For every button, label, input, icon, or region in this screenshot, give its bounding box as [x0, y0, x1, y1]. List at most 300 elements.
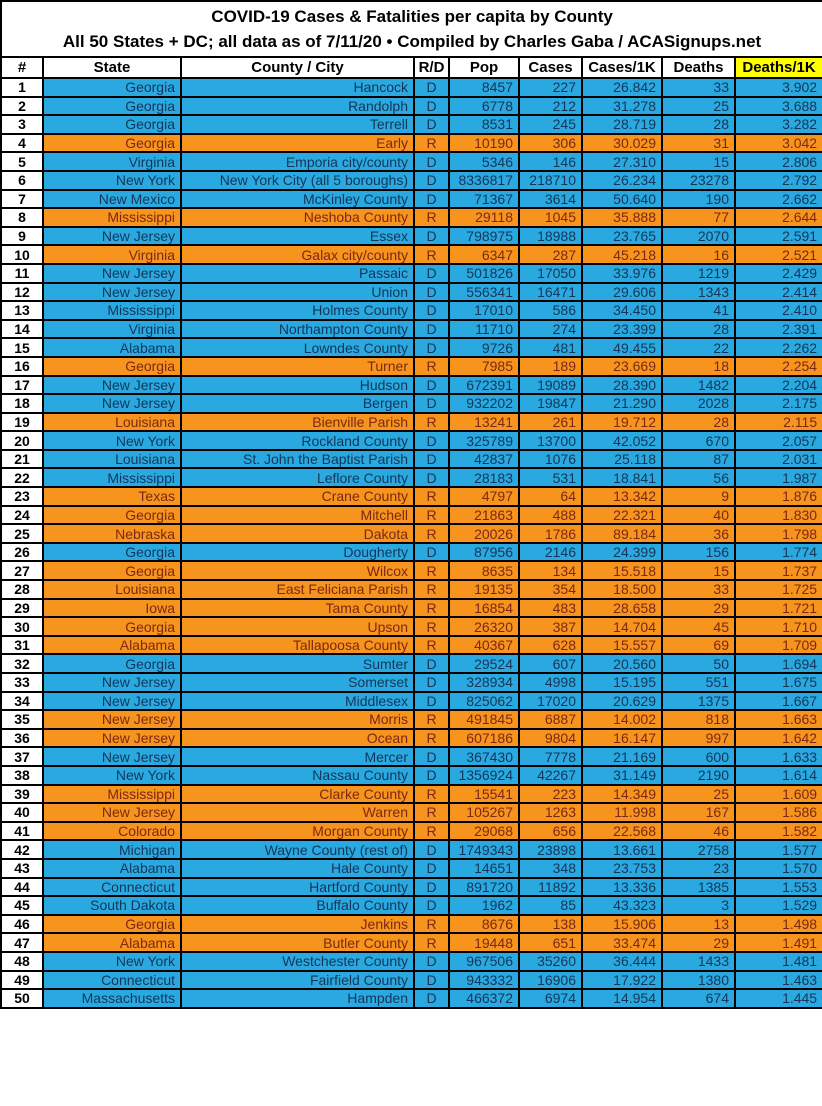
pop-cell: 4797: [449, 487, 519, 506]
party-cell: D: [414, 264, 449, 283]
pop-cell: 9726: [449, 338, 519, 357]
county-cell: Hampden: [181, 989, 414, 1008]
deaths-per-1k-cell: 2.254: [735, 357, 822, 376]
cases-cell: 23898: [519, 840, 582, 859]
cases-per-1k-cell: 36.444: [582, 952, 662, 971]
deaths-per-1k-cell: 1.830: [735, 506, 822, 525]
rank-cell: 36: [1, 729, 43, 748]
cases-cell: 189: [519, 357, 582, 376]
party-cell: D: [414, 468, 449, 487]
rank-cell: 28: [1, 580, 43, 599]
rank-cell: 2: [1, 97, 43, 116]
column-header-state: State: [43, 57, 181, 78]
table-row: [1, 599, 822, 618]
table-row: [1, 710, 822, 729]
state-cell: South Dakota: [43, 896, 181, 915]
deaths-cell: 551: [662, 673, 735, 692]
deaths-per-1k-cell: 2.391: [735, 320, 822, 339]
cases-cell: 6887: [519, 710, 582, 729]
cases-cell: 245: [519, 115, 582, 134]
pop-cell: 6778: [449, 97, 519, 116]
cases-cell: 483: [519, 599, 582, 618]
rank-cell: 40: [1, 803, 43, 822]
state-cell: New Jersey: [43, 747, 181, 766]
deaths-cell: 50: [662, 654, 735, 673]
pop-cell: 1749343: [449, 840, 519, 859]
county-cell: Upson: [181, 617, 414, 636]
state-cell: Texas: [43, 487, 181, 506]
state-cell: Georgia: [43, 654, 181, 673]
cases-cell: 18988: [519, 227, 582, 246]
table-row: [1, 283, 822, 302]
county-cell: Tama County: [181, 599, 414, 618]
deaths-cell: 1375: [662, 692, 735, 711]
cases-cell: 19847: [519, 394, 582, 413]
deaths-per-1k-cell: 2.429: [735, 264, 822, 283]
rank-cell: 24: [1, 506, 43, 525]
county-cell: Dakota: [181, 524, 414, 543]
rank-cell: 17: [1, 376, 43, 395]
cases-per-1k-cell: 22.321: [582, 506, 662, 525]
cases-cell: 16471: [519, 283, 582, 302]
deaths-per-1k-cell: 1.586: [735, 803, 822, 822]
deaths-cell: 9: [662, 487, 735, 506]
cases-cell: 656: [519, 822, 582, 841]
table-row: [1, 264, 822, 283]
county-cell: St. John the Baptist Parish: [181, 450, 414, 469]
pop-cell: 29068: [449, 822, 519, 841]
county-cell: Holmes County: [181, 301, 414, 320]
deaths-per-1k-cell: 2.662: [735, 190, 822, 209]
pop-cell: 967506: [449, 952, 519, 971]
county-cell: Warren: [181, 803, 414, 822]
county-cell: Essex: [181, 227, 414, 246]
party-cell: R: [414, 803, 449, 822]
deaths-per-1k-cell: 2.521: [735, 245, 822, 264]
deaths-per-1k-cell: 2.644: [735, 208, 822, 227]
deaths-cell: 69: [662, 636, 735, 655]
cases-per-1k-cell: 29.606: [582, 283, 662, 302]
pop-cell: 42837: [449, 450, 519, 469]
cases-cell: 531: [519, 468, 582, 487]
title-line-2: All 50 States + DC; all data as of 7/11/20 • Compiled by Charles Gaba / ACASignups.net: [62, 32, 762, 51]
rank-cell: 8: [1, 208, 43, 227]
county-cell: Clarke County: [181, 785, 414, 804]
county-cell: Morgan County: [181, 822, 414, 841]
cases-cell: 481: [519, 338, 582, 357]
cases-per-1k-cell: 21.169: [582, 747, 662, 766]
state-cell: Georgia: [43, 506, 181, 525]
party-cell: R: [414, 599, 449, 618]
cases-cell: 651: [519, 933, 582, 952]
rank-cell: 5: [1, 152, 43, 171]
pop-cell: 328934: [449, 673, 519, 692]
county-cell: Hancock: [181, 78, 414, 97]
pop-cell: 87956: [449, 543, 519, 562]
cases-per-1k-cell: 22.568: [582, 822, 662, 841]
party-cell: D: [414, 896, 449, 915]
county-cell: Buffalo County: [181, 896, 414, 915]
deaths-per-1k-cell: 1.570: [735, 859, 822, 878]
table-body: [1, 78, 822, 1008]
state-cell: Massachusetts: [43, 989, 181, 1008]
party-cell: R: [414, 506, 449, 525]
table-row: [1, 115, 822, 134]
pop-cell: 943332: [449, 971, 519, 990]
table-row: [1, 840, 822, 859]
party-cell: D: [414, 301, 449, 320]
state-cell: New York: [43, 171, 181, 190]
state-cell: Iowa: [43, 599, 181, 618]
deaths-cell: 13: [662, 915, 735, 934]
deaths-cell: 600: [662, 747, 735, 766]
party-cell: D: [414, 859, 449, 878]
county-cell: Galax city/county: [181, 245, 414, 264]
deaths-cell: 1219: [662, 264, 735, 283]
title-row: [1, 1, 822, 57]
cases-per-1k-cell: 23.669: [582, 357, 662, 376]
column-header-county-city: County / City: [181, 57, 414, 78]
column-header-row: [1, 57, 822, 78]
cases-cell: 134: [519, 561, 582, 580]
state-cell: New Jersey: [43, 803, 181, 822]
deaths-cell: 2190: [662, 766, 735, 785]
table-row: [1, 747, 822, 766]
column-header-pop: Pop: [449, 57, 519, 78]
deaths-per-1k-cell: 1.774: [735, 543, 822, 562]
cases-cell: 387: [519, 617, 582, 636]
cases-cell: 287: [519, 245, 582, 264]
rank-cell: 38: [1, 766, 43, 785]
state-cell: Georgia: [43, 97, 181, 116]
cases-per-1k-cell: 18.500: [582, 580, 662, 599]
rank-cell: 49: [1, 971, 43, 990]
deaths-per-1k-cell: 2.410: [735, 301, 822, 320]
pop-cell: 28183: [449, 468, 519, 487]
deaths-cell: 41: [662, 301, 735, 320]
cases-per-1k-cell: 14.704: [582, 617, 662, 636]
county-cell: New York City (all 5 boroughs): [181, 171, 414, 190]
state-cell: New Jersey: [43, 227, 181, 246]
deaths-per-1k-cell: 2.115: [735, 413, 822, 432]
state-cell: Virginia: [43, 152, 181, 171]
deaths-cell: 28: [662, 320, 735, 339]
pop-cell: 491845: [449, 710, 519, 729]
table-row: [1, 878, 822, 897]
table-row: [1, 654, 822, 673]
table-row: [1, 617, 822, 636]
pop-cell: 367430: [449, 747, 519, 766]
cases-per-1k-cell: 20.560: [582, 654, 662, 673]
deaths-cell: 23278: [662, 171, 735, 190]
deaths-per-1k-cell: 1.577: [735, 840, 822, 859]
county-cell: Jenkins: [181, 915, 414, 934]
deaths-per-1k-cell: 1.987: [735, 468, 822, 487]
pop-cell: 8531: [449, 115, 519, 134]
county-cell: Somerset: [181, 673, 414, 692]
party-cell: R: [414, 524, 449, 543]
pop-cell: 7985: [449, 357, 519, 376]
cases-per-1k-cell: 23.765: [582, 227, 662, 246]
cases-cell: 348: [519, 859, 582, 878]
state-cell: Georgia: [43, 357, 181, 376]
cases-per-1k-cell: 21.290: [582, 394, 662, 413]
table-row: [1, 952, 822, 971]
cases-cell: 146: [519, 152, 582, 171]
cases-per-1k-cell: 23.753: [582, 859, 662, 878]
deaths-cell: 15: [662, 152, 735, 171]
rank-cell: 15: [1, 338, 43, 357]
rank-cell: 43: [1, 859, 43, 878]
deaths-cell: 45: [662, 617, 735, 636]
cases-per-1k-cell: 28.390: [582, 376, 662, 395]
rank-cell: 20: [1, 431, 43, 450]
rank-cell: 14: [1, 320, 43, 339]
party-cell: R: [414, 357, 449, 376]
cases-cell: 1076: [519, 450, 582, 469]
rank-cell: 13: [1, 301, 43, 320]
deaths-cell: 1433: [662, 952, 735, 971]
rank-cell: 9: [1, 227, 43, 246]
state-cell: Mississippi: [43, 208, 181, 227]
party-cell: D: [414, 97, 449, 116]
table-row: [1, 338, 822, 357]
cases-per-1k-cell: 33.474: [582, 933, 662, 952]
cases-cell: 6974: [519, 989, 582, 1008]
cases-cell: 13700: [519, 431, 582, 450]
deaths-per-1k-cell: 2.204: [735, 376, 822, 395]
state-cell: Georgia: [43, 543, 181, 562]
party-cell: R: [414, 636, 449, 655]
pop-cell: 8336817: [449, 171, 519, 190]
deaths-per-1k-cell: 3.282: [735, 115, 822, 134]
deaths-cell: 818: [662, 710, 735, 729]
county-cell: Union: [181, 283, 414, 302]
cases-cell: 35260: [519, 952, 582, 971]
pop-cell: 1356924: [449, 766, 519, 785]
county-cell: Lowndes County: [181, 338, 414, 357]
pop-cell: 105267: [449, 803, 519, 822]
rank-cell: 30: [1, 617, 43, 636]
cases-per-1k-cell: 13.661: [582, 840, 662, 859]
pop-cell: 825062: [449, 692, 519, 711]
deaths-cell: 25: [662, 97, 735, 116]
cases-cell: 1786: [519, 524, 582, 543]
county-cell: Leflore County: [181, 468, 414, 487]
cases-cell: 1045: [519, 208, 582, 227]
party-cell: D: [414, 450, 449, 469]
county-cell: Northampton County: [181, 320, 414, 339]
state-cell: New Jersey: [43, 376, 181, 395]
deaths-per-1k-cell: 1.798: [735, 524, 822, 543]
deaths-per-1k-cell: 1.710: [735, 617, 822, 636]
party-cell: D: [414, 654, 449, 673]
pop-cell: 29118: [449, 208, 519, 227]
deaths-cell: 33: [662, 580, 735, 599]
table-row: [1, 320, 822, 339]
table-row: [1, 971, 822, 990]
pop-cell: 891720: [449, 878, 519, 897]
deaths-per-1k-cell: 1.633: [735, 747, 822, 766]
deaths-cell: 2070: [662, 227, 735, 246]
cases-per-1k-cell: 15.195: [582, 673, 662, 692]
county-cell: Neshoba County: [181, 208, 414, 227]
pop-cell: 8635: [449, 561, 519, 580]
pop-cell: 19448: [449, 933, 519, 952]
party-cell: D: [414, 673, 449, 692]
pop-cell: 10190: [449, 134, 519, 153]
cases-per-1k-cell: 23.399: [582, 320, 662, 339]
pop-cell: 29524: [449, 654, 519, 673]
state-cell: New Mexico: [43, 190, 181, 209]
state-cell: Louisiana: [43, 580, 181, 599]
cases-cell: 4998: [519, 673, 582, 692]
deaths-cell: 46: [662, 822, 735, 841]
cases-per-1k-cell: 11.998: [582, 803, 662, 822]
cases-per-1k-cell: 27.310: [582, 152, 662, 171]
county-cell: East Feliciana Parish: [181, 580, 414, 599]
deaths-per-1k-cell: 1.663: [735, 710, 822, 729]
rank-cell: 22: [1, 468, 43, 487]
cases-cell: 2146: [519, 543, 582, 562]
deaths-per-1k-cell: 1.463: [735, 971, 822, 990]
state-cell: Alabama: [43, 859, 181, 878]
rank-cell: 46: [1, 915, 43, 934]
cases-per-1k-cell: 15.557: [582, 636, 662, 655]
pop-cell: 325789: [449, 431, 519, 450]
party-cell: D: [414, 115, 449, 134]
party-cell: R: [414, 710, 449, 729]
table-row: [1, 487, 822, 506]
column-header-deaths-1k: Deaths/1K: [735, 57, 822, 78]
pop-cell: 8457: [449, 78, 519, 97]
column-header-cases: Cases: [519, 57, 582, 78]
cases-per-1k-cell: 89.184: [582, 524, 662, 543]
rank-cell: 45: [1, 896, 43, 915]
deaths-per-1k-cell: 1.614: [735, 766, 822, 785]
rank-cell: 41: [1, 822, 43, 841]
pop-cell: 17010: [449, 301, 519, 320]
table-row: [1, 227, 822, 246]
party-cell: R: [414, 617, 449, 636]
pop-cell: 21863: [449, 506, 519, 525]
cases-cell: 227: [519, 78, 582, 97]
rank-cell: 50: [1, 989, 43, 1008]
cases-cell: 7778: [519, 747, 582, 766]
state-cell: Michigan: [43, 840, 181, 859]
party-cell: D: [414, 320, 449, 339]
county-cell: Mitchell: [181, 506, 414, 525]
deaths-cell: 2758: [662, 840, 735, 859]
deaths-cell: 23: [662, 859, 735, 878]
county-cell: Hartford County: [181, 878, 414, 897]
party-cell: D: [414, 394, 449, 413]
state-cell: Louisiana: [43, 413, 181, 432]
pop-cell: 40367: [449, 636, 519, 655]
rank-cell: 47: [1, 933, 43, 952]
cases-per-1k-cell: 42.052: [582, 431, 662, 450]
table-row: [1, 580, 822, 599]
cases-cell: 17050: [519, 264, 582, 283]
party-cell: D: [414, 227, 449, 246]
party-cell: D: [414, 692, 449, 711]
county-cell: Randolph: [181, 97, 414, 116]
deaths-per-1k-cell: 1.721: [735, 599, 822, 618]
deaths-cell: 674: [662, 989, 735, 1008]
table-row: [1, 543, 822, 562]
county-cell: Westchester County: [181, 952, 414, 971]
deaths-cell: 16: [662, 245, 735, 264]
pop-cell: 20026: [449, 524, 519, 543]
deaths-per-1k-cell: 1.725: [735, 580, 822, 599]
cases-cell: 223: [519, 785, 582, 804]
county-cell: Nassau County: [181, 766, 414, 785]
cases-per-1k-cell: 28.658: [582, 599, 662, 618]
table-row: [1, 171, 822, 190]
party-cell: D: [414, 190, 449, 209]
cases-per-1k-cell: 35.888: [582, 208, 662, 227]
county-cell: Sumter: [181, 654, 414, 673]
deaths-per-1k-cell: 1.876: [735, 487, 822, 506]
table-row: [1, 431, 822, 450]
rank-cell: 16: [1, 357, 43, 376]
state-cell: Mississippi: [43, 785, 181, 804]
state-cell: Georgia: [43, 561, 181, 580]
county-cell: Tallapoosa County: [181, 636, 414, 655]
state-cell: Connecticut: [43, 878, 181, 897]
state-cell: Virginia: [43, 320, 181, 339]
cases-per-1k-cell: 13.336: [582, 878, 662, 897]
deaths-per-1k-cell: 1.481: [735, 952, 822, 971]
table-row: [1, 245, 822, 264]
party-cell: D: [414, 878, 449, 897]
cases-per-1k-cell: 43.323: [582, 896, 662, 915]
deaths-cell: 1482: [662, 376, 735, 395]
cases-per-1k-cell: 13.342: [582, 487, 662, 506]
deaths-cell: 156: [662, 543, 735, 562]
pop-cell: 14651: [449, 859, 519, 878]
deaths-cell: 29: [662, 933, 735, 952]
county-cell: Rockland County: [181, 431, 414, 450]
cases-per-1k-cell: 45.218: [582, 245, 662, 264]
deaths-cell: 3: [662, 896, 735, 915]
table-row: [1, 859, 822, 878]
table-row: [1, 134, 822, 153]
rank-cell: 27: [1, 561, 43, 580]
deaths-cell: 40: [662, 506, 735, 525]
cases-cell: 261: [519, 413, 582, 432]
pop-cell: 26320: [449, 617, 519, 636]
table-row: [1, 394, 822, 413]
table-row: [1, 301, 822, 320]
deaths-cell: 997: [662, 729, 735, 748]
county-cell: Terrell: [181, 115, 414, 134]
table-row: [1, 208, 822, 227]
rank-cell: 32: [1, 654, 43, 673]
rank-cell: 39: [1, 785, 43, 804]
deaths-cell: 1380: [662, 971, 735, 990]
deaths-cell: 33: [662, 78, 735, 97]
rank-cell: 37: [1, 747, 43, 766]
party-cell: D: [414, 989, 449, 1008]
pop-cell: 798975: [449, 227, 519, 246]
deaths-cell: 2028: [662, 394, 735, 413]
table-row: [1, 915, 822, 934]
deaths-cell: 29: [662, 599, 735, 618]
rank-cell: 42: [1, 840, 43, 859]
state-cell: Colorado: [43, 822, 181, 841]
cases-per-1k-cell: 31.149: [582, 766, 662, 785]
